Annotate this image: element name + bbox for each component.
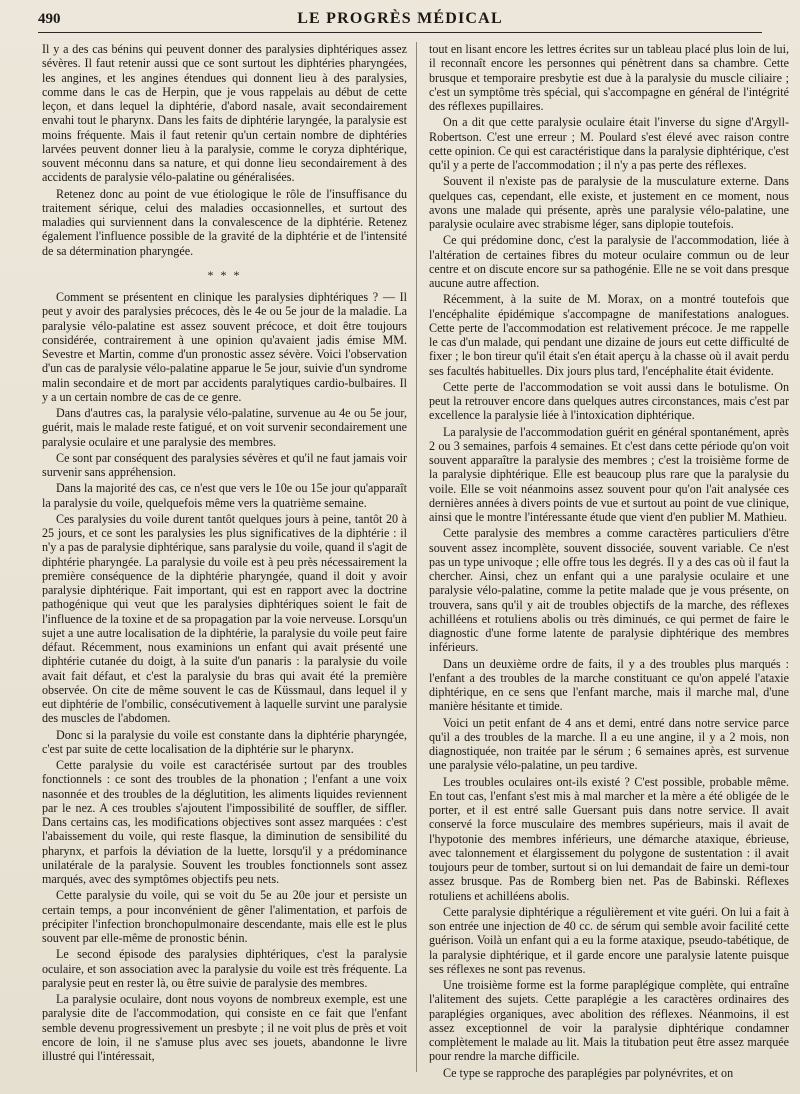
paragraph: Cette perte de l'accommodation se voit aussi dans le botulisme. On peut la retrouver encore dans quelques autres circonstances, mais c'est par excellence la paralysie liée à l'intoxication diphtérique. (429, 379, 789, 423)
paragraph: Une troisième forme est la forme paraplégique complète, qui entraîne l'alitement des sujets. Cette paraplégie a les caractères ordinaires des paraplégies organiques, avec abolition des réflexes. Néanmoins, il est assez exceptionnel de voir la paralysie diphtérique condamner complètement le malade au lit. Mais la titubation peut être assez marquée pour rendre la marche difficile. (429, 978, 789, 1064)
paragraph: Voici un petit enfant de 4 ans et demi, entré dans notre service parce qu'il a des troubles de la marche. Il a eu une angine, il y a 2 mois, non diagnostiquée, non traitée par le sérum ; 6 semaines après, est survenue une paralysie vélo-palatine, un peu tardive. (429, 715, 789, 773)
paragraph: La paralysie oculaire, dont nous voyons de nombreux exemple, est une paralysie dite de l'accommodation, qui consiste en ce fait que l'enfant semble devenu progressivement un presbyte ; il ne voit plus de près et voit encore de loin, il ne s'amuse plus avec ses jouets, abandonne le livre illustré qui l'intéressait, (42, 992, 407, 1063)
paragraph: Il y a des cas bénins qui peuvent donner des paralysies diphtériques assez sévères. Il faut retenir aussi que ce sont surtout les diphtéries pharyngées, les angines, et les angines étendues qui donnent lieu à des paralysies, comme dans le cas de Herpin, que je vous rappelais au début de cette leçon, et dans lequel la diphtérie, d'abord nasale, avait secondairement envahi tout le pharynx. Dans les faits de diphtérie laryngée, la paralysie est moins fréquente. Mais il faut retenir qu'un certain nombre de diphtéries larvées peuvent donner lieu à la paralysie, comme le coryza diphtérique, souvent méconnu dans sa nature, et qui donne lieu secondairement à des accidents de paralysie vélo-palatine ou généralisées. (42, 42, 407, 185)
paragraph: Ce sont par conséquent des paralysies sévères et qu'il ne faut jamais voir survenir sans appréhension. (42, 450, 407, 479)
paragraph: Retenez donc au point de vue étiologique le rôle de l'insuffisance du traitement sérique, celui des maladies occasionnelles, et surtout des maladies qui surviennent dans la convalescence de la diphtérie. Retenez également l'influence possible de la gravité de la diphtérie et de l'intensité de sa détermination pharyngée. (42, 186, 407, 258)
paragraph: Cette paralysie du voile, qui se voit du 5e au 20e jour et persiste un certain temps, a pour inconvénient de gêner l'alimentation, et parfois de précipiter l'infection bronchopulmonaire descendante, mais elle est le plus souvent par elle-même de pronostic bénin. (42, 888, 407, 945)
paragraph: Comment se présentent en clinique les paralysies diphtériques ? — Il peut y avoir des paralysies précoces, dès le 4e ou 5e jour de la maladie. La paralysie vélo-palatine est assez souvent précoce, et doit être toujours considérée, contrairement à une opinion qu'avaient jadis émise MM. Sevestre et Martin, comme d'un pronostic assez sévère. Voici l'observation d'un cas de paralysie vélo-palatine apparue le 5e jour, suivie d'un syndrome malin secondaire et de mort par accidents paralytiques cardio-bulbaires. Il y a un certain nombre de cas de ce genre. (42, 290, 407, 404)
paragraph: Les troubles oculaires ont-ils existé ? C'est possible, probable même. En tout cas, l'enfant s'est mis à mal marcher et la mère a été obligée de le porter, et il est entré salle Guersant puis dans notre service. Il avait conservé la force musculaire des membres supérieurs, mais il avait de l'hypotonie des membres inférieurs, une démarche ataxique, ébrieuse, avec talonnement et élargissement du polygone de sustentation : il avait toujours peur de tomber, surtout si on lui demandait de faire un demi-tour assez brusque. Pas de Romberg bien net. Pas de Babinski. Réflexes rotuliens et achilléens abolis. (429, 774, 789, 903)
paragraph: Ce qui prédomine donc, c'est la paralysie de l'accommodation, liée à l'altération de certaines fibres du moteur oculaire commun ou de leur centre et on discute encore sur sa pathogénie. Elle ne se voit dans presque aucune autre affection. (429, 233, 789, 290)
column-divider (416, 42, 417, 1072)
paragraph: Récemment, à la suite de M. Morax, on a montré toutefois que l'encéphalite épidémique s'accompagne de manifestations analogues. Cette perte de l'accommodation est relativement précoce. Je me rappelle le cas d'un malade, qui pendant une dizaine de jours eut cette difficulté de fixer ; le bon tireur qu'il était s'en était aperçu à la chasse où il avait perdu ses facultés habituelles. Dix jours plus tard, l'encéphalite était évidente. (429, 292, 789, 378)
page-header (38, 6, 762, 33)
paragraph: Le second épisode des paralysies diphtériques, c'est la paralysie oculaire, et son association avec la paralysie du voile est très fréquente. La paralysie peut en rester là, ou être suivie de paralysie des membres. (42, 947, 407, 990)
section-separator: * * * (207, 267, 242, 282)
paragraph: Cette paralysie des membres a comme caractères particuliers d'être souvent assez incomplète, souvent dissociée, souvent variable. Ce n'est pas un type univoque ; elle offre tous les degrés. Il y a des cas où il faut la chercher. Ainsi, chez un enfant qui a une paralysie oculaire et une paralysie vélo-palatine, comme la petite malade que je vous présente, on trouvera, sans qu'il y ait de troubles objectifs de la marche, des réflexes achilléens et rotuliens abolis ou très diminués, ce qui permet de faire le diagnostic d'une forme latente de paralysie diphtérique des membres inférieurs. (429, 526, 789, 655)
journal-title: LE PROGRÈS MÉDICAL (297, 10, 503, 27)
paragraph: Cette paralysie diphtérique a régulièrement et vite guéri. On lui a fait à son entrée une injection de 40 cc. de sérum qui semble avoir facilité cette guérison. Voilà un enfant qui a eu la forme ataxique, pseudo-tabétique, de la paralysie diphtérique, et il garde encore une paralysie latente puisque ses réflexes ne sont pas revenus. (429, 904, 789, 976)
paragraph: Donc si la paralysie du voile est constante dans la diphtérie pharyngée, c'est par suite de cette localisation de la diphtérie sur le pharynx. (42, 727, 407, 756)
page-number: 490 (38, 10, 61, 27)
paragraph: tout en lisant encore les lettres écrites sur un tableau placé plus loin de lui, il reconnaît encore les personnes qui pénètrent dans sa chambre. Cette brusque et temporaire presbytie est due à la paralysie du muscle ciliaire ; c'est un symptôme très spécial, qui s'accompagne en général de l'intégrité des réflexes pupillaires. (429, 42, 789, 113)
paragraph: Dans un deuxième ordre de faits, il y a des troubles plus marqués : l'enfant a des troubles de la marche constituant ce qu'on appelé l'ataxie diphtérique, en ce sens que l'enfant marche, mais il marche mal, d'une manière hésitante et timide. (429, 656, 789, 714)
left-column (42, 42, 407, 1082)
paragraph: Dans la majorité des cas, ce n'est que vers le 10e ou 15e jour qu'apparaît la paralysie du voile, quelquefois même vers la quatrième semaine. (42, 481, 407, 510)
paragraph: Ces paralysies du voile durent tantôt quelques jours à peine, tantôt 20 à 25 jours, et ce sont les paralysies les plus significatives de la diphtérie : il n'y a pas de paralysie diphtérique, sans paralysie du voile, quand il s'agit de diphtérie pharyngée. La paralysie du voile est à peu près nécessairement la première conséquence de la diphtérie pharyngée, quand il doit y avoir paralysie diphtérique. Fait important, qui est en rapport avec la doctrine pathogénique qui veut que les paralysies diphtériques soient le fait de l'influence de la toxine et de sa propagation par la voie nerveuse. Lorsqu'un sujet a une autre localisation de la diphtérie, la paralysie du voile peut faire défaut. Récemment, nous examinions un enfant qui avait présenté une diphtérie cutanée du doigt, à la suite d'un panaris : la paralysie du voile avait fait défaut, et c'est la paralysie du bras qui avait été la première observée. On cite de même souvent le cas de Küssmaul, dans lequel il y eut diphtérie de l'ombilic, consécutivement à laquelle survint une paralysie des muscles de l'abdomen. (42, 511, 407, 726)
paragraph: La paralysie de l'accommodation guérit en général spontanément, après 2 ou 3 semaines, parfois 4 semaines. Et c'est dans cette période qu'on voit souvent apparaître la paralysie des membres ; c'est la troisième forme de la paralysie diphtérique. Elle est beaucoup plus rare que la paralysie du voile. Elle se voit néanmoins assez souvent pour qu'on l'ait analysée ces dernières années à divers points de vue et surtout au point de vue clinique, ainsi que le montre l'intéressante étude que vient d'en publier M. Mathieu. (429, 424, 789, 524)
right-column (429, 42, 789, 1082)
paragraph: Cette paralysie du voile est caractérisée surtout par des troubles fonctionnels : ce sont des troubles de la phonation ; l'enfant a une voix nasonnée et des troubles de la déglutition, les aliments liquides reviennent par le nez. A ces troubles s'ajoutent l'impossibilité de souffler, de siffler. Dans certains cas, les modifications objectives sont assez marquées : c'est l'abaissement du voile, qui reste flasque, la diminution de sensibilité du pharynx, et parfois la déviation de la luette, lorsqu'il y a prédominance unilatérale de la paralysie. Souvent les troubles fonctionnels sont assez marqués, avec des symptômes objectifs peu nets. (42, 758, 407, 886)
paragraph: Ce type se rapproche des paraplégies par polynévrites, et on (443, 1065, 734, 1080)
paragraph: On a dit que cette paralysie oculaire était l'inverse du signe d'Argyll-Robertson. C'est une erreur ; M. Poulard s'est élevé avec raison contre cette opinion. Ce qui est caractéristique dans la paralysie diphtérique, c'est qu'il y a perte de l'accommodation ; il n'y a pas perte des réflexes. (429, 115, 789, 172)
paragraph: Souvent il n'existe pas de paralysie de la musculature externe. Dans quelques cas, cependant, elle existe, et justement en ce moment, nous avons une malade qui présente, après une paralysie vélo-palatine, une paralysie oculaire avec strabisme léger, sans diplopie toutefois. (429, 174, 789, 231)
paragraph: Dans d'autres cas, la paralysie vélo-palatine, survenue au 4e ou 5e jour, guérit, mais le malade reste fatigué, et on voit survenir secondairement une paralysie oculaire et une paralysie des membres. (42, 406, 407, 449)
